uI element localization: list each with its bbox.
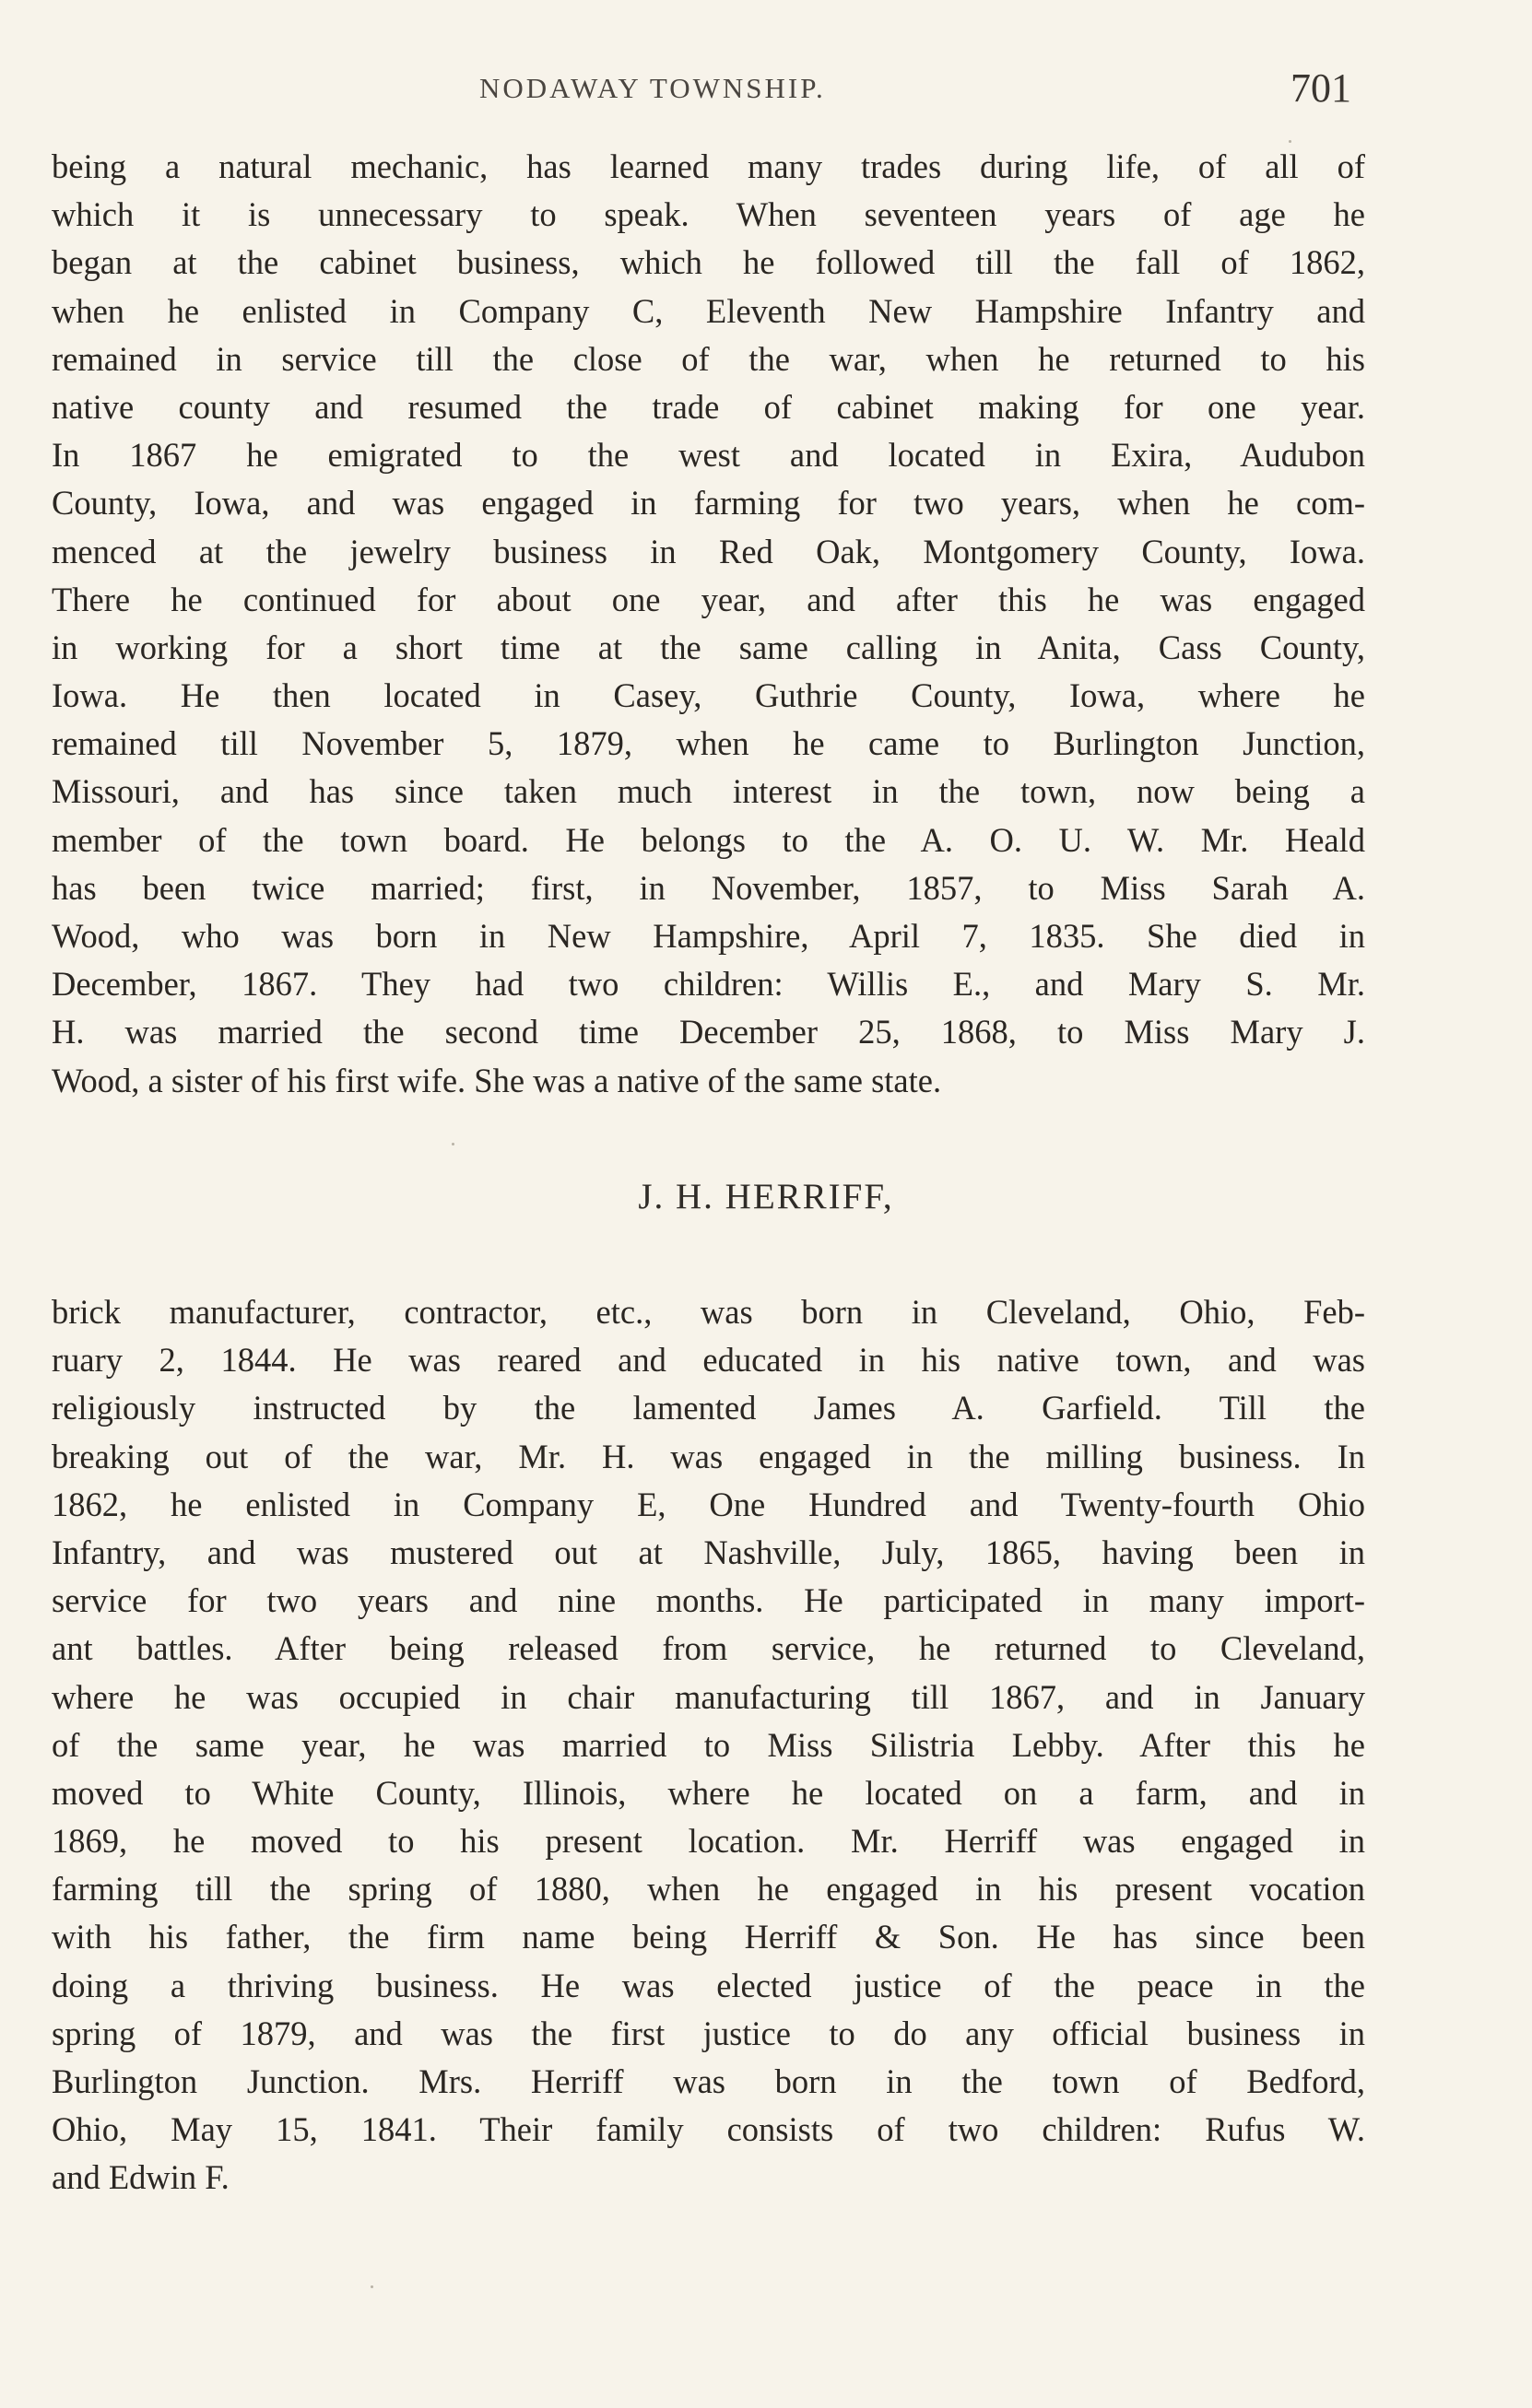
text-line: Missouri, and has since taken much interest in the town, now being a xyxy=(52,772,1365,811)
text-line: Iowa. He then located in Casey, Guthrie County, Iowa, where he xyxy=(52,676,1365,715)
text-line: being a natural mechanic, has learned many trades during life, of all of xyxy=(52,147,1365,185)
text-line: There he continued for about one year, and after this he was engaged xyxy=(52,580,1365,618)
text-line: religiously instructed by the lamented James A. Garfield. Till the xyxy=(52,1389,1365,1427)
paper-speck xyxy=(452,1143,454,1145)
text-line: doing a thriving business. He was elected justice of the peace in the xyxy=(52,1966,1365,2004)
text-line: 1869, he moved to his present location. Mr. Herriff was engaged in xyxy=(52,1822,1365,1861)
text-line: December, 1867. They had two children: Willis E., and Mary S. Mr. xyxy=(52,965,1365,1004)
text-line: member of the town board. He belongs to the A. O. U. W. Mr. Heald xyxy=(52,820,1365,859)
text-line: remained in service till the close of the war, when he returned to his xyxy=(52,339,1365,378)
text-line: Burlington Junction. Mrs. Herriff was born in the town of Bedford, xyxy=(52,2062,1365,2100)
text-line: breaking out of the war, Mr. H. was engaged in the milling business. In xyxy=(52,1437,1365,1475)
paragraph-heald xyxy=(52,143,1365,1105)
text-line: where he was occupied in chair manufacturing till 1867, and in January xyxy=(52,1677,1365,1716)
section-heading: J. H. HERRIFF, xyxy=(638,1177,894,1216)
text-line: with his father, the firm name being Herriff & Son. He has since been xyxy=(52,1918,1365,1956)
text-line: has been twice married; first, in November, 1857, to Miss Sarah A. xyxy=(52,868,1365,907)
paper-speck xyxy=(1289,140,1291,143)
running-header xyxy=(0,65,1532,111)
text-line: began at the cabinet business, which he followed till the fall of 1862, xyxy=(52,243,1365,282)
text-line: in working for a short time at the same calling in Anita, Cass County, xyxy=(52,628,1365,666)
text-line: Wood, who was born in New Hampshire, April 7, 1835. She died in xyxy=(52,917,1365,955)
text-line: brick manufacturer, contractor, etc., was born in Cleveland, Ohio, Feb- xyxy=(52,1293,1365,1331)
text-line: menced at the jewelry business in Red Oak, Montgomery County, Iowa. xyxy=(52,532,1365,570)
text-line: native county and resumed the trade of cabinet making for one year. xyxy=(52,387,1365,426)
running-title: NODAWAY TOWNSHIP. xyxy=(479,72,826,104)
paragraph-herriff xyxy=(52,1288,1365,2202)
text-line: In 1867 he emigrated to the west and located in Exira, Audubon xyxy=(52,436,1365,475)
text-line: ruary 2, 1844. He was reared and educated in his native town, and was xyxy=(52,1341,1365,1380)
text-line: moved to White County, Illinois, where he located on a farm, and in xyxy=(52,1773,1365,1812)
text-line: Infantry, and was mustered out at Nashville, July, 1865, having been in xyxy=(52,1533,1365,1571)
text-line: spring of 1879, and was the first justice to do any official business in xyxy=(52,2014,1365,2052)
text-line: farming till the spring of 1880, when he engaged in his present vocation xyxy=(52,1870,1365,1909)
text-line: County, Iowa, and was engaged in farming for two years, when he com- xyxy=(52,484,1365,523)
text-line: 1862, he enlisted in Company E, One Hundred and Twenty-fourth Ohio xyxy=(52,1485,1365,1523)
text-line: remained till November 5, 1879, when he came to Burlington Junction, xyxy=(52,724,1365,763)
text-line: Ohio, May 15, 1841. Their family consists of two children: Rufus W. xyxy=(52,2110,1365,2149)
text-line: service for two years and nine months. He participated in many import- xyxy=(52,1581,1365,1620)
text-line: of the same year, he was married to Miss Silistria Lebby. After this he xyxy=(52,1725,1365,1764)
text-line: when he enlisted in Company C, Eleventh New Hampshire Infantry and xyxy=(52,291,1365,330)
page-number: 701 xyxy=(1290,65,1351,111)
text-line: H. was married the second time December 25, 1868, to Miss Mary J. xyxy=(52,1013,1365,1051)
paper-speck xyxy=(371,2285,373,2288)
text-line: Wood, a sister of his first wife. She was a native of the same state. xyxy=(52,1061,942,1099)
text-line: ant battles. After being released from service, he returned to Cleveland, xyxy=(52,1629,1365,1668)
text-line: and Edwin F. xyxy=(52,2158,230,2197)
text-line: which it is unnecessary to speak. When seventeen years of age he xyxy=(52,195,1365,234)
